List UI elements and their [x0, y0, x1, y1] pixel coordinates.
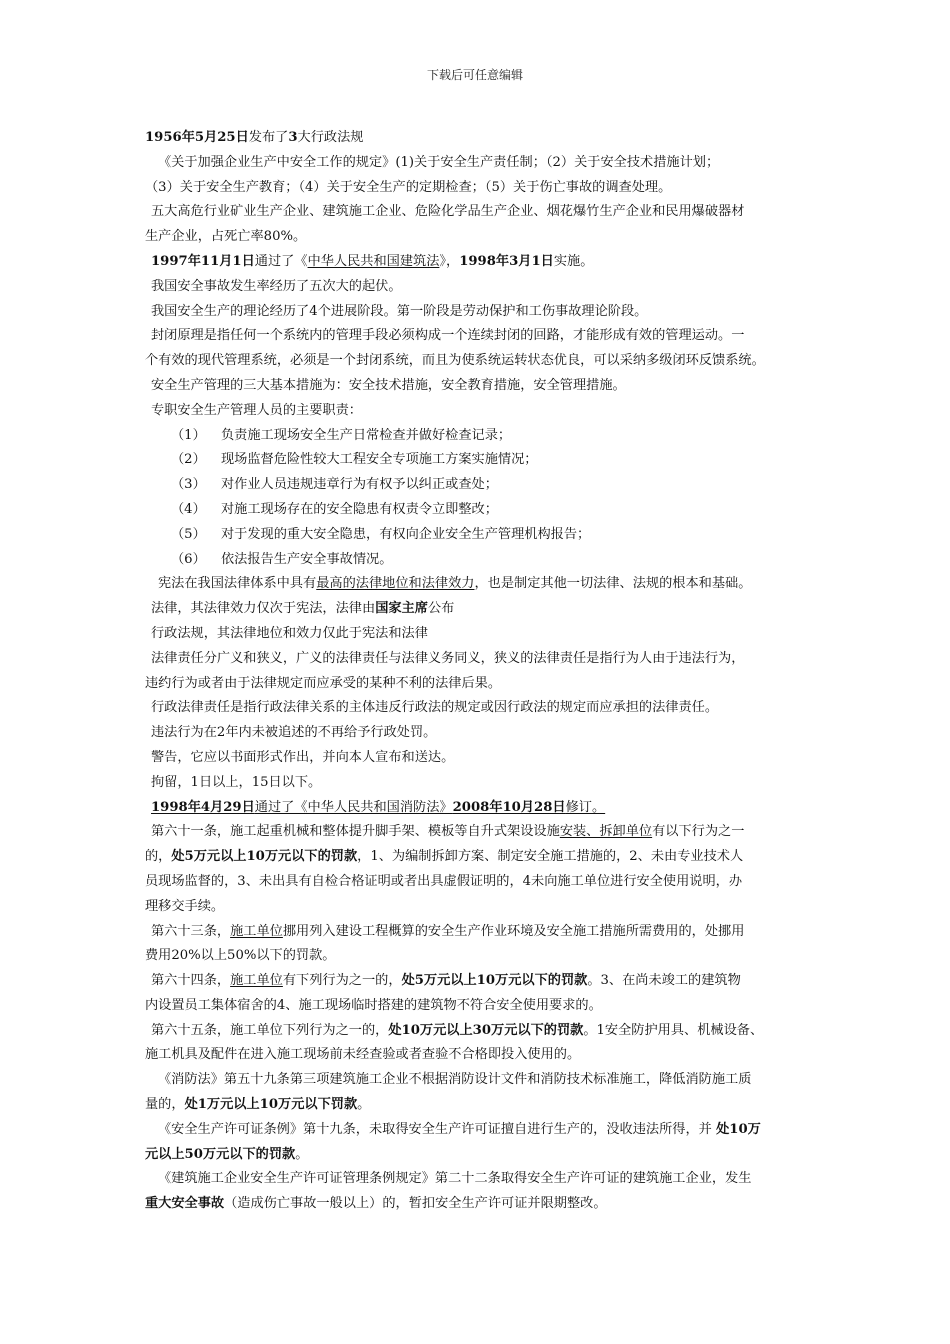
- paragraph-4: 1997年11月1日通过了《中华人民共和国建筑法》，1998年3月1日实施。: [151, 253, 594, 269]
- paragraph-23: 《消防法》第五十九条第三项建筑施工企业不根据消防设计文件和消防技术标准施工，降低消防施工质: [158, 1072, 752, 1088]
- list-item: （4） 对施工现场存在的安全隐患有权责令立即整改；: [171, 501, 498, 517]
- paragraph-10: 宪法在我国法律体系中具有最高的法律地位和法律效力，也是制定其他一切法律、法规的根本和基础。: [158, 576, 752, 592]
- paragraph-24: 《安全生产许可证条例》第十九条，未取得安全生产许可证擅自进行生产的，没收违法所得，并 处10万: [158, 1121, 761, 1137]
- paragraph-25-cont: 重大安全事故（造成伤亡事故一般以上）的，暂扣安全生产许可证并限期整改。: [145, 1196, 607, 1212]
- list-item: （2） 现场监督危险性较大工程安全专项施工方案实施情况；: [171, 452, 538, 468]
- paragraph-16: 警告，它应以书面形式作出，并向本人宣布和送达。: [151, 749, 455, 765]
- paragraph-2-cont: （3）关于安全生产教育；（4）关于安全生产的定期检查；（5）关于伤亡事故的调查处理。: [145, 179, 672, 195]
- paragraph-7-cont: 个有效的现代管理系统，必须是一个封闭系统，而且为使系统运转状态优良，可以采纳多级闭环反馈系统。: [145, 353, 765, 369]
- paragraph-13-cont: 违约行为或者由于法律规定而应承受的某种不利的法律后果。: [145, 675, 502, 691]
- list-item: （3） 对作业人员违规违章行为有权予以纠正或查处；: [171, 477, 498, 493]
- paragraph-21-cont: 内设置员工集体宿舍的4、施工现场临时搭建的建筑物不符合安全使用要求的。: [145, 997, 602, 1013]
- paragraph-13: 法律责任分广义和狭义，广义的法律责任与法律义务同义，狭义的法律责任是指行为人由于违法行为，: [151, 650, 745, 666]
- paragraph-14: 行政法律责任是指行政法律关系的主体违反行政法的规定或因行政法的规定而应承担的法律责任。: [151, 700, 719, 716]
- paragraph-5: 我国安全事故发生率经历了五次大的起伏。: [151, 278, 402, 294]
- paragraph-18: 1998年4月29日通过了《中华人民共和国消防法》2008年10月28日修订。: [151, 799, 606, 815]
- list-item: （6） 依法报告生产安全事故情况。: [171, 551, 393, 567]
- paragraph-19-cont: 的，处5万元以上10万元以下的罚款，1、为编制拆卸方案、制定安全施工措施的，2、未由专业技术人: [145, 849, 744, 865]
- paragraph-21: 第六十四条，施工单位有下列行为之一的，处5万元以上10万元以下的罚款。3、在尚未竣工的建筑物: [151, 973, 741, 989]
- paragraph-7: 封闭原理是指任何一个系统内的管理手段必须构成一个连续封闭的回路，才能形成有效的管理运动。一: [151, 328, 745, 344]
- paragraph-11: 法律，其法律效力仅次于宪法，法律由国家主席公布: [151, 601, 455, 617]
- paragraph-9: 专职安全生产管理人员的主要职责：: [151, 402, 362, 418]
- paragraph-12: 行政法规，其法律地位和效力仅此于宪法和法律: [151, 625, 428, 641]
- paragraph-24-cont: 元以上50万元以下的罚款。: [145, 1146, 309, 1162]
- paragraph-20: 第六十三条，施工单位挪用列入建设工程概算的安全生产作业环境及安全施工措施所需费用的，处挪用: [151, 923, 745, 939]
- paragraph-19: 第六十一条，施工起重机械和整体提升脚手架、模板等自升式架设设施安装、拆卸单位有以下行为之一: [151, 824, 745, 840]
- paragraph-25: 《建筑施工企业安全生产许可证管理条例规定》第二十二条取得安全生产许可证的建筑施工企业，发生: [158, 1171, 752, 1187]
- paragraph-8: 安全生产管理的三大基本措施为：安全技术措施，安全教育措施，安全管理措施。: [151, 377, 626, 393]
- page-header: 下载后可任意编辑: [426, 68, 523, 82]
- paragraph-19-cont: 员现场监督的，3、未出具有自检合格证明或者出具虚假证明的，4未向施工单位进行安全使用说明，办: [145, 873, 743, 889]
- list-item: （1） 负责施工现场安全生产日常检查并做好检查记录；: [171, 427, 512, 443]
- list-item: （5） 对于发现的重大安全隐患，有权向企业安全生产管理机构报告；: [171, 526, 591, 542]
- paragraph-3: 五大高危行业矿业生产企业、建筑施工企业、危险化学品生产企业、烟花爆竹生产企业和民用爆破器材: [151, 204, 745, 220]
- paragraph-15: 违法行为在2年内未被追述的不再给予行政处罚。: [151, 725, 437, 741]
- paragraph-19-cont: 理移交手续。: [145, 898, 225, 914]
- paragraph-3-cont: 生产企业，占死亡率80%。: [145, 229, 307, 245]
- paragraph-23-cont: 量的，处1万元以上10万元以下罚款。: [145, 1097, 371, 1113]
- paragraph-22: 第六十五条，施工单位下列行为之一的，处10万元以上30万元以下的罚款。1安全防护用具、机械设备、: [151, 1022, 764, 1038]
- paragraph-2: 《关于加强企业生产中安全工作的规定》(1)关于安全生产责任制；（2）关于安全技术措施计划；: [158, 154, 720, 170]
- paragraph-20-cont: 费用20%以上50%以下的罚款。: [145, 948, 336, 964]
- paragraph-6: 我国安全生产的理论经历了4个进展阶段。第一阶段是劳动保护和工伤事故理论阶段。: [151, 303, 648, 319]
- paragraph-17: 拘留，1日以上，15日以下。: [151, 774, 322, 790]
- document-body: [145, 126, 810, 1217]
- paragraph-1: 1956年5月25日发布了3大行政法规: [145, 130, 364, 145]
- paragraph-22-cont: 施工机具及配件在进入施工现场前未经查验或者查验不合格即投入使用的。: [145, 1047, 581, 1063]
